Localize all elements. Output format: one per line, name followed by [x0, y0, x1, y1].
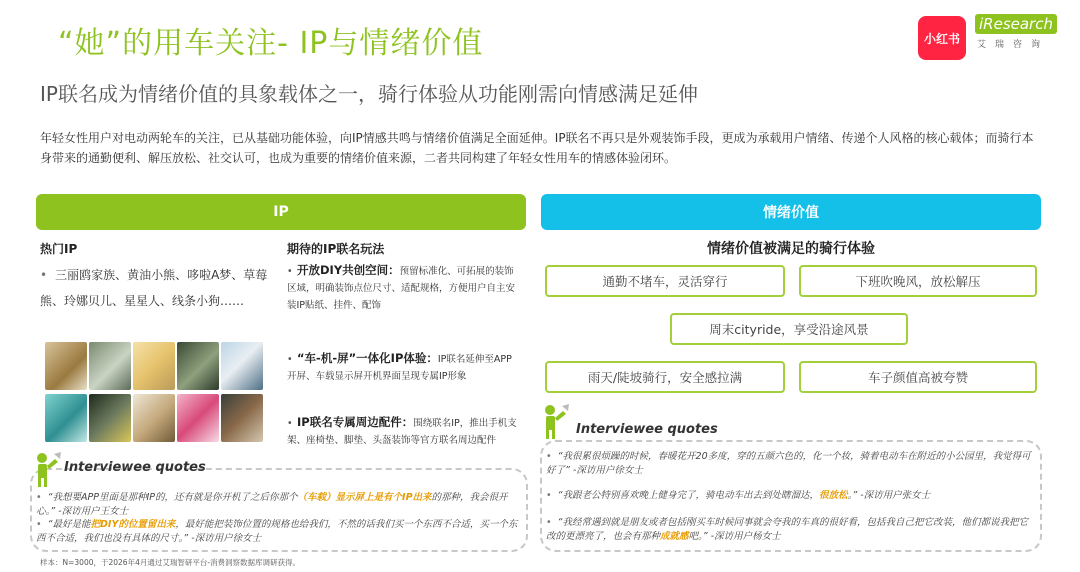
ip-play-item-2: [287, 350, 519, 385]
quote-text: “我很累很烦躁的时候，春暖花开20多度，穿的五颜六色的，化一个妆，骑着电动车在附近的小公园里，我觉得可好了” -深访用户徐女士: [546, 451, 1031, 476]
quote-highlight: 成就感: [660, 531, 689, 542]
bullet-dot: •: [40, 268, 48, 282]
interviewee-person-icon: [536, 402, 570, 440]
quote-right-1: [546, 450, 1034, 478]
sample-footnote: 样本：N=3000，于2026年4月通过艾瑞智研平台-消费洞察数据库调研获得。: [40, 558, 301, 567]
ip-play-item-head: IP联名专属周边配件：: [297, 415, 414, 429]
photo-scooter-6: [45, 394, 87, 442]
quotes-head-right: Interviewee quotes: [576, 422, 718, 437]
iresearch-logo-sub: 艾瑞咨询: [977, 40, 1050, 50]
ip-play-item-body: IP联名延伸至APP开屏、车载显示屏开机界面呈现专属IP形象: [287, 354, 512, 382]
ip-play-item-body: 围绕联名IP，推出手机支架、座椅垫、脚垫、头盔装饰等官方联名周边配件: [287, 418, 517, 446]
hot-ip-list: [40, 262, 270, 314]
intro-paragraph: 年轻女性用户对电动两轮车的关注，已从基础功能体验，向IP情感共鸣与情绪价值满足全面延伸。IP联名不再只是外观装饰手段，更成为承载用户情绪、传递个人风格的核心载体；而骑行本身带来的通勤便利、解压放松、社交认可，也成为重要的情绪价值来源，二者共同构建了年轻女性用车的情感体验闭环。: [40, 131, 1034, 165]
bullet-dot: •: [36, 492, 42, 503]
photo-scooter-4: [177, 342, 219, 390]
photo-scooter-7: [89, 394, 131, 442]
quote-text: “我想要APP里面是那种IP的，还有就是你开机了之后你那个: [47, 492, 298, 503]
quote-right-3: [546, 516, 1034, 544]
bullet-dot: •: [36, 519, 42, 530]
xiaohongshu-logo: 小红书: [918, 16, 966, 60]
quote-text: 。” -深访用户张女士: [847, 490, 931, 501]
quote-text: 的那种，我会很开心。” -深访用户王女士: [36, 492, 508, 517]
emotion-chip-safety: 雨天/陡坡骑行，安全感拉满: [545, 361, 785, 393]
hot-ip-text: 三丽鸥家族、黄油小熊、哆啦A梦、草莓熊、玲娜贝儿、星星人、线条小狗……: [40, 268, 268, 308]
quote-text: “我经常遇到就是朋友或者包括刚买车时候同事就会夸我的车真的很好看，包括我自己把它改装，他们都说我把它改的更漂亮了，也会有那种: [546, 517, 1029, 542]
ip-play-item-body: 预留标准化、可拓展的装饰区域，明确装饰点位尺寸、适配规格，方便用户自主安装IP贴纸、挂件、配饰: [287, 266, 516, 311]
photo-scooter-1: [45, 342, 87, 390]
page-subtitle: IP联名成为情绪价值的具象载体之一，骑行体验从功能刚需向情感满足延伸: [40, 82, 698, 106]
quote-highlight: （车载）显示屏上是有个IP出来: [297, 492, 432, 503]
page-title: “她”的用车关注- IP与情绪价值: [58, 26, 484, 61]
quote-left-1: [36, 491, 518, 519]
emotion-title: 情绪价值被满足的骑行体验: [707, 241, 875, 257]
photo-scooter-9: [177, 394, 219, 442]
bullet-dot: •: [287, 266, 293, 277]
quote-text: ，最好能把装饰位置的规格也给我们，不然的话我们买一个东西不合适，买一个东西不合适，我们也没有具体的尺寸。” -深访用户徐女士: [36, 519, 518, 544]
quote-text: “我跟老公特别喜欢晚上健身完了，骑电动车出去到处瞎溜达，: [557, 490, 820, 501]
ip-play-item-3: [287, 414, 519, 449]
bullet-dot: •: [287, 418, 293, 429]
quote-highlight: 很放松: [819, 490, 848, 501]
photo-scooter-2: [89, 342, 131, 390]
interviewee-person-icon: [28, 450, 62, 488]
quote-text: 吧。” -深访用户杨女士: [688, 531, 781, 542]
bullet-dot: •: [287, 354, 293, 365]
quote-right-2: [546, 489, 1034, 503]
hot-ip-title: 热门IP: [40, 242, 78, 256]
iresearch-logo: [975, 14, 1057, 58]
iresearch-logo-word: iResearch: [975, 14, 1057, 34]
photo-scooter-5: [221, 342, 263, 390]
photo-scooter-8: [133, 394, 175, 442]
ip-play-item-head: “车-机-屏”一体化IP体验：: [297, 351, 438, 365]
ip-play-item-head: 开放DIY共创空间：: [297, 263, 400, 277]
photo-scooter-3: [133, 342, 175, 390]
emotion-chip-praise: 车子颜值高被夸赞: [799, 361, 1037, 393]
bullet-dot: •: [546, 517, 552, 528]
emotion-chip-weekend-ride: 周末cityride，享受沿途风景: [670, 313, 908, 345]
emotion-chip-commute: 通勤不堵车，灵活穿行: [545, 265, 785, 297]
quotes-head-left: Interviewee quotes: [64, 460, 206, 475]
quote-text: “最好是能: [47, 519, 91, 530]
bullet-dot: •: [546, 490, 552, 501]
emotion-chip-evening-breeze: 下班吹晚风，放松解压: [799, 265, 1037, 297]
quote-left-2: [36, 518, 518, 546]
emotion-section-bar: 情绪价值: [541, 194, 1041, 230]
photo-scooter-10: [221, 394, 263, 442]
quote-highlight: 把DIY的位置留出来: [90, 519, 176, 530]
ip-section-bar: IP: [36, 194, 526, 230]
bullet-dot: •: [546, 451, 552, 462]
ip-play-item-1: [287, 262, 519, 314]
ip-play-title: 期待的IP联名玩法: [287, 242, 385, 256]
